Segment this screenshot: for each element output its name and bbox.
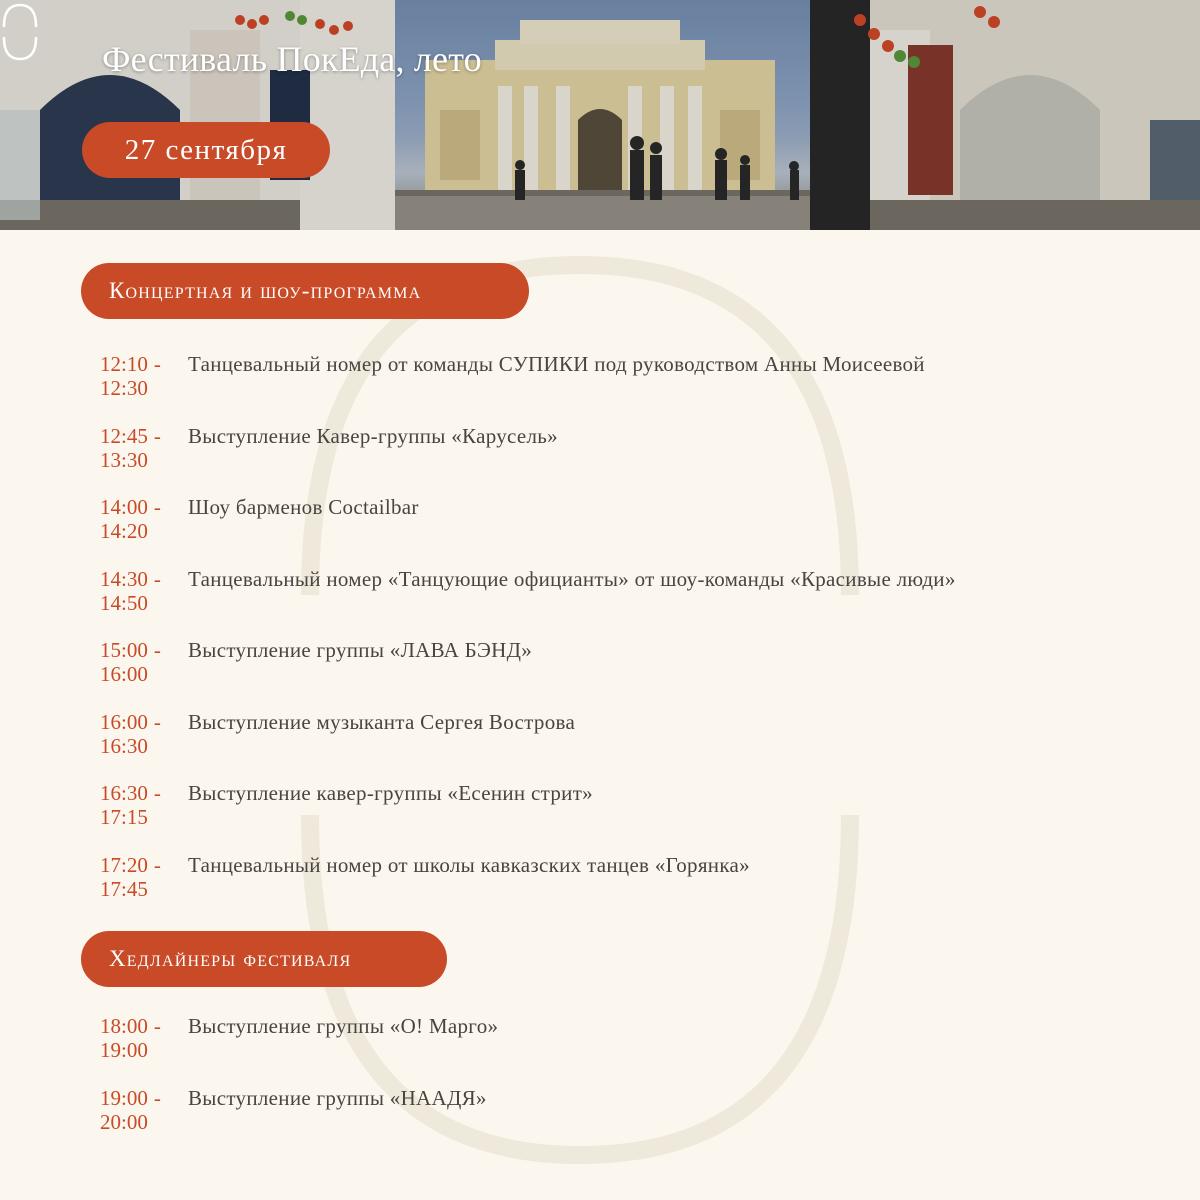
time-start: 12:10 <box>100 352 148 376</box>
time-range: 12:10 - 12:30 <box>100 352 161 400</box>
event-description: Выступление музыканта Сергея Вострова <box>188 709 576 734</box>
time-range: 15:00 - 16:00 <box>100 638 161 686</box>
event-description: Танцевальный номер «Танцующие официанты» от шоу-команды «Красивые люди» <box>188 566 956 591</box>
time-end: 17:15 <box>100 805 148 829</box>
time-range: 18:00 - 19:00 <box>100 1014 161 1062</box>
time-end: 13:30 <box>100 447 148 472</box>
building-photo <box>0 0 1200 230</box>
event-description: Танцевальный номер от команды СУПИКИ под руководством Анны Моисеевой <box>188 352 925 376</box>
event-description: Выступление группы «ЛАВА БЭНД» <box>188 638 533 662</box>
time-range: 12:45 - 13:30 <box>100 423 161 472</box>
event-description: Шоу барменов Coctailbar <box>188 495 419 519</box>
time-start: 16:30 <box>100 781 148 805</box>
time-range: 16:30 - 17:15 <box>100 781 161 829</box>
time-end: 20:00 <box>100 1109 148 1134</box>
event-description: Выступление группы «НААДЯ» <box>188 1085 487 1110</box>
time-end: 14:20 <box>100 519 148 543</box>
event-description: Выступление Кавер-группы «Карусель» <box>188 423 558 448</box>
time-start: 14:30 <box>100 566 148 591</box>
time-end: 12:30 <box>100 376 148 400</box>
time-start: 12:45 <box>100 423 148 448</box>
time-start: 15:00 <box>100 638 148 662</box>
event-description: Выступление группы «О! Марго» <box>188 1014 499 1038</box>
date-badge: 27 сентября <box>82 122 330 178</box>
event-description: Выступление кавер-группы «Есенин стрит» <box>188 781 593 805</box>
time-start: 17:20 <box>100 852 148 877</box>
time-range: 14:30 - 14:50 <box>100 566 161 615</box>
section-title-concert-program: Концертная и шоу-программа <box>81 263 529 319</box>
logo-letter-o-icon <box>0 0 40 64</box>
time-start: 16:00 <box>100 709 148 734</box>
time-range: 16:00 - 16:30 <box>100 709 161 758</box>
time-end: 16:30 <box>100 733 148 758</box>
time-start: 19:00 <box>100 1085 148 1110</box>
time-end: 17:45 <box>100 876 148 901</box>
time-end: 16:00 <box>100 662 148 686</box>
event-description: Танцевальный номер от школы кавказских танцев «Горянка» <box>188 852 750 877</box>
time-end: 19:00 <box>100 1038 148 1062</box>
time-range: 17:20 - 17:45 <box>100 852 161 901</box>
time-start: 14:00 <box>100 495 148 519</box>
time-range: 19:00 - 20:00 <box>100 1085 161 1134</box>
time-range: 14:00 - 14:20 <box>100 495 161 543</box>
festival-title: Фестиваль ПокЕда, лето <box>102 39 482 79</box>
time-start: 18:00 <box>100 1014 148 1038</box>
hero-banner <box>0 0 1200 230</box>
section-title-headliners: Хедлайнеры фестиваля <box>81 931 447 987</box>
time-end: 14:50 <box>100 590 148 615</box>
